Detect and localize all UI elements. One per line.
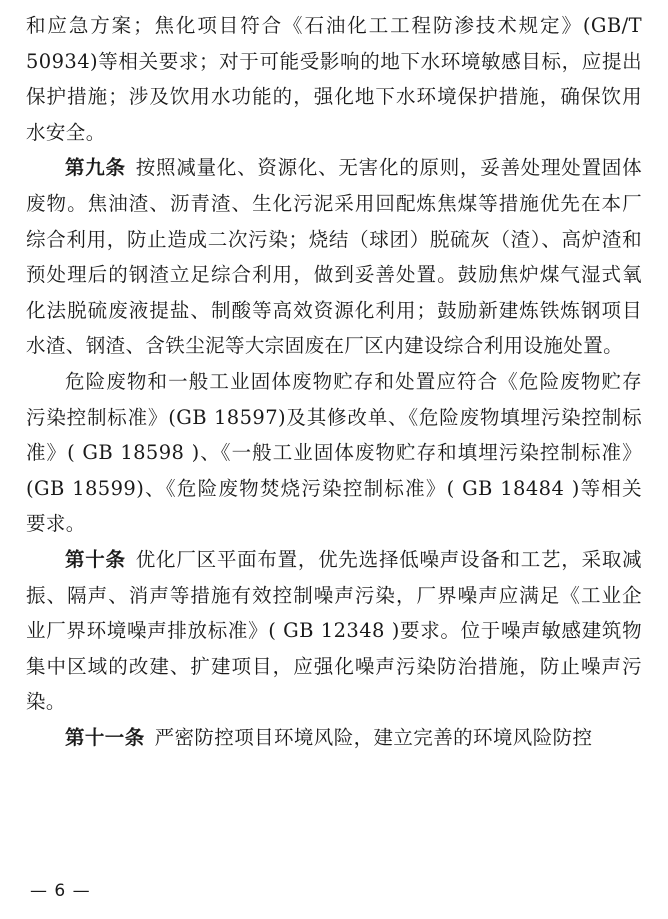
paragraph-continued xyxy=(26,8,642,150)
paragraph-text: 严密防控项目环境风险，建立完善的环境风险防控 xyxy=(154,725,593,749)
page-number: — 6 — xyxy=(30,881,91,901)
paragraph-hazardous-waste xyxy=(26,364,642,542)
article-heading: 第九条 xyxy=(65,156,126,180)
paragraph-article-10 xyxy=(26,542,642,720)
article-heading: 第十一条 xyxy=(65,725,145,749)
paragraph-article-11 xyxy=(26,720,642,756)
paragraph-text: 危险废物和一般工业固体废物贮存和处置应符合《危险废物贮存污染控制标准》(GB 18597)及其修改单、《危险废物填埋污染控制标准》( GB 18598 )、《一般工业固体废物贮存和填埋污染控制标准》(GB 18599)、《危险废物焚烧污染控制标准》( GB 18484 )等相关要求。 xyxy=(26,369,642,536)
article-heading: 第十条 xyxy=(65,547,126,571)
paragraph-article-9 xyxy=(26,150,642,364)
paragraph-text: 按照减量化、资源化、无害化的原则，妥善处理处置固体废物。焦油渣、沥青渣、生化污泥采用回配炼焦煤等措施优先在本厂综合利用，防止造成二次污染；烧结（球团）脱硫灰（渣）、高炉渣和预处理后的钢渣立足综合利用，做到妥善处置。鼓励焦炉煤气湿式氧化法脱硫废液提盐、制酸等高效资源化利用；鼓励新建炼铁炼钢项目水渣、钢渣、含铁尘泥等大宗固废在厂区内建设综合利用设施处置。 xyxy=(26,156,642,358)
body-text xyxy=(26,8,642,755)
paragraph-text: 和应急方案；焦化项目符合《石油化工工程防渗技术规定》(GB/T 50934)等相关要求；对于可能受影响的地下水环境敏感目标，应提出保护措施；涉及饮用水功能的，强化地下水环境保护措施，确保饮用水安全。 xyxy=(26,14,642,144)
paragraph-text: 优化厂区平面布置，优先选择低噪声设备和工艺，采取减振、隔声、消声等措施有效控制噪声污染，厂界噪声应满足《工业企业厂界环境噪声排放标准》( GB 12348 )要求。位于噪声敏感建筑物集中区域的改建、扩建项目，应强化噪声污染防治措施，防止噪声污染。 xyxy=(26,547,642,714)
